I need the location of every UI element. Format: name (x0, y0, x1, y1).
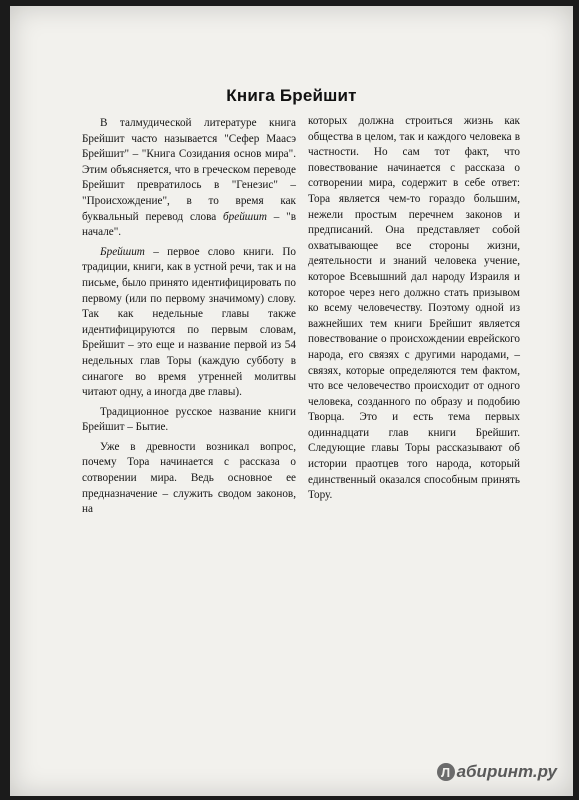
paragraph: В талмудической литературе книга Брейшит часто называется "Сефер Маасэ Брейшит" – "Книга Созидания основ мира". Этим объясняется, что в греческом переводе Брейшит превратилось в "Генезис" – "Происхождение", в то время как буквальный перевод слова брейшит – "в начале". (82, 117, 296, 239)
watermark-text: абиринт.ру (456, 762, 557, 781)
book-page (10, 6, 573, 796)
paragraph: которых должна строиться жизнь как общества в целом, так и каждого человека в частности. Но сам тот факт, что повествование начинается с рассказа о сотворении мира, содержит в себе ответ: Тора является чем-то гораздо большим, нежели простым перечнем законов и предписаний. Она представляет собой охватывающее все стороны жизни, деятельности и знаний человека учение, которое Всевышний дал народу Израиля и которое через него должно стать призывом ко всему человечеству. Поэтому одной из важнейших тем книги Брейшит является повествование о происхождении еврейского народа, его связях с другими народами, – связях, которые определяются тем фактом, что все человечество происходит от одного человека, созданного по образу и подобию Творца. Это и есть тема первых одиннадцати глав книги Брейшит. Следующие главы Торы рассказывают об истории праотцев того народа, который единственный оказался способным принять Тору. (308, 115, 520, 502)
labirint-logo-icon: Л (437, 763, 455, 781)
paragraph: Брейшит – первое слово книги. По традиции, книги, как в устной речи, так и на письме, было принято идентифицировать по первому (или по первому значимому) слову. Так как недельные главы также идентифицируются по первым словам, Брейшит – это еще и название первой из 54 недельных глав Торы (каждую субботу в синагоге во время утренней молитвы читают одну, а иногда две главы). (82, 245, 296, 399)
paragraph: Традиционное русское название книги Брейшит – Бытие. (82, 405, 296, 434)
right-column (308, 114, 520, 508)
left-column (82, 116, 296, 522)
paragraph: Уже в древности возникал вопрос, почему Тора начинается с рассказа о сотворении мира. Ведь основное ее предназначение – служить сводом законов, на (82, 440, 296, 516)
watermark (437, 762, 557, 782)
page-title: Книга Брейшит (226, 86, 357, 105)
